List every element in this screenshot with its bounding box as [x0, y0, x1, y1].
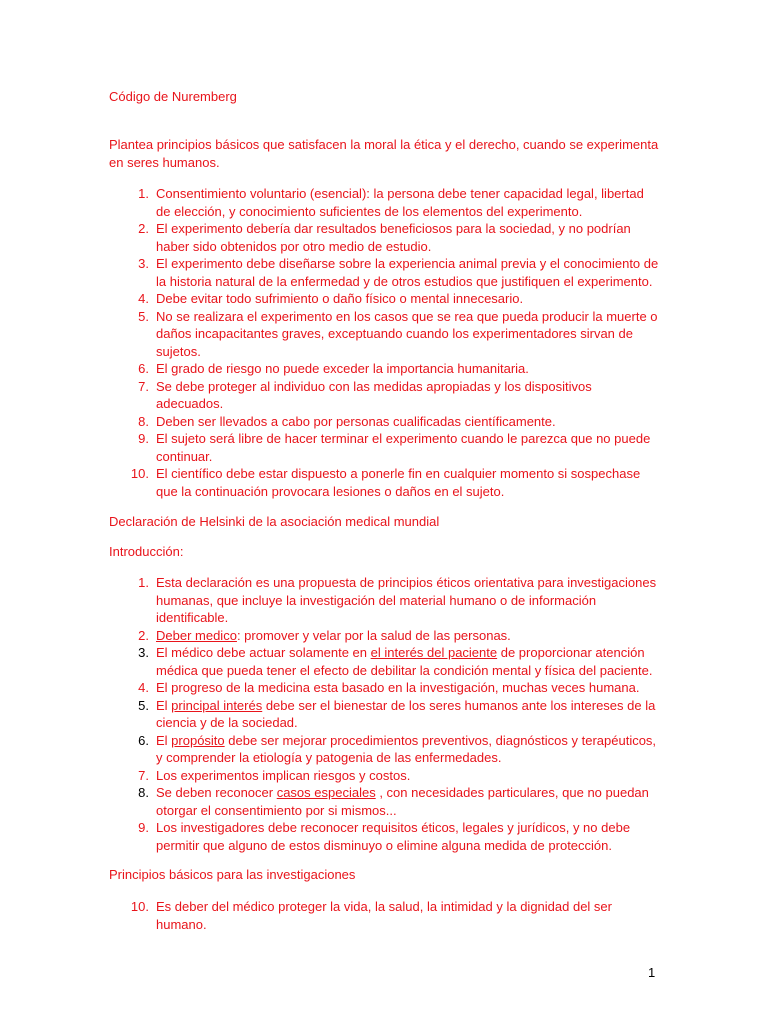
helsinki-list: [109, 574, 659, 854]
item-number: 5.: [138, 697, 149, 713]
item-text: Esta declaración es una propuesta de principios éticos orientativa para investigaciones humanas, que incluye la investigación del material humano o de información identificable.: [156, 575, 657, 625]
item-number: 1.: [138, 575, 149, 590]
item-number: 3.: [138, 256, 149, 271]
item-text: debe ser mejorar procedimientos preventivos, diagnósticos y terapéuticos, y comprender la etiología y patogenia de las enfermedades.: [156, 732, 657, 765]
principles-list: [109, 898, 659, 933]
list-item: [109, 819, 659, 854]
item-number: 9.: [138, 431, 149, 446]
item-text: Debe evitar todo sufrimiento o daño físico o mental innecesario.: [156, 291, 524, 306]
list-item: [109, 430, 659, 465]
item-number: 4.: [138, 680, 149, 695]
list-item: [109, 413, 659, 431]
item-number: 1.: [138, 186, 149, 201]
item-number: 10.: [130, 899, 149, 914]
item-number: 9.: [138, 820, 149, 835]
list-item: [109, 465, 659, 500]
item-number: 7.: [138, 767, 149, 783]
list-item: [109, 290, 659, 308]
item-number: 3.: [138, 645, 149, 660]
list-item: [109, 898, 659, 933]
list-item: [109, 644, 659, 679]
item-number: 4.: [138, 291, 149, 306]
item-text: de proporcionar atención médica que pueda tener el efecto de debilitar la condición mental y física del paciente.: [156, 645, 653, 678]
list-item: [109, 697, 659, 732]
list-item: [109, 185, 659, 220]
list-item: [109, 732, 659, 767]
underlined-term: principal interés: [171, 697, 263, 713]
underlined-term: el interés del paciente: [370, 645, 498, 660]
item-number: 6.: [138, 732, 149, 748]
item-text: El grado de riesgo no puede exceder la importancia humanitaria.: [156, 361, 529, 376]
item-text: debe ser el bienestar de los seres humanos ante los intereses de la ciencia y de la sociedad.: [156, 697, 656, 730]
item-text: El: [156, 732, 172, 748]
underlined-term: casos especiales: [276, 785, 376, 800]
item-text: El experimento debería dar resultados beneficiosos para la sociedad, y no podrían haber sido obtenidos por otro medio de estudio.: [156, 221, 631, 254]
item-text: , con necesidades particulares, que no puedan otorgar el consentimiento por si mismos...: [156, 785, 649, 818]
item-text: : promover y velar por la salud de las personas.: [236, 627, 511, 643]
list-item: [109, 784, 659, 819]
item-text: El progreso de la medicina esta basado en la investigación, muchas veces humana.: [156, 680, 640, 695]
item-number: 2.: [138, 221, 149, 236]
list-item: [109, 767, 659, 785]
item-text: Se deben reconocer: [156, 785, 277, 800]
page-number: 1: [648, 965, 656, 980]
nuremberg-list: [109, 185, 659, 500]
list-item: [109, 308, 659, 361]
item-number: 6.: [138, 361, 149, 376]
nuremberg-title: Código de Nuremberg: [109, 89, 237, 104]
item-text: Se debe proteger al individuo con las medidas apropiadas y los dispositivos adecuados.: [156, 378, 592, 411]
item-text: Es deber del médico proteger la vida, la salud, la intimidad y la dignidad del ser humano.: [156, 899, 612, 932]
helsinki-intro-heading: Introducción:: [109, 544, 184, 559]
underlined-term: propósito: [171, 732, 225, 748]
item-number: 2.: [138, 627, 149, 643]
item-text: Consentimiento voluntario (esencial): la persona debe tener capacidad legal, libertad de elección, y conocimiento suficientes de los elementos del experimento.: [156, 186, 644, 219]
nuremberg-intro: Plantea principios básicos que satisfacen la moral la ética y el derecho, cuando se experimenta en seres humanos.: [109, 137, 659, 170]
item-number: 5.: [138, 308, 149, 324]
item-text: El médico debe actuar solamente en: [156, 645, 371, 660]
list-item: [109, 627, 659, 645]
item-text: El: [156, 697, 172, 713]
list-item: [109, 220, 659, 255]
principles-heading: Principios básicos para las investigaciones: [109, 867, 356, 882]
item-text: No se realizara el experimento en los casos que se rea que pueda producir la muerte o daños incapacitantes graves, exceptuando cuando los experimentadores sirvan de sujetos.: [156, 308, 658, 359]
item-text: El experimento debe diseñarse sobre la experiencia animal previa y el conocimiento de la historia natural de la enfermedad y de otros estudios que justifiquen el experimento.: [156, 256, 659, 289]
list-item: [109, 574, 659, 627]
item-text: El sujeto será libre de hacer terminar el experimento cuando le parezca que no puede continuar.: [156, 431, 651, 464]
list-item: [109, 378, 659, 413]
item-number: 8.: [138, 413, 149, 429]
item-number: 7.: [138, 378, 149, 394]
list-item: [109, 679, 659, 697]
list-item: [109, 255, 659, 290]
list-item: [109, 360, 659, 378]
item-number: 8.: [138, 785, 149, 800]
helsinki-title: Declaración de Helsinki de la asociación medical mundial: [109, 514, 440, 529]
underlined-term: Deber medico: [156, 627, 237, 643]
item-text: Deben ser llevados a cabo por personas cualificadas científicamente.: [156, 413, 556, 429]
item-text: Los experimentos implican riesgos y costos.: [156, 767, 411, 783]
item-text: Los investigadores debe reconocer requisitos éticos, legales y jurídicos, y no debe permitir que alguno de estos disminuyo o elimine alguna medida de protección.: [156, 820, 631, 853]
item-text: El científico debe estar dispuesto a ponerle fin en cualquier momento si sospechase que la continuación provocara lesiones o daños en el sujeto.: [156, 466, 641, 499]
item-number: 10.: [130, 466, 149, 481]
